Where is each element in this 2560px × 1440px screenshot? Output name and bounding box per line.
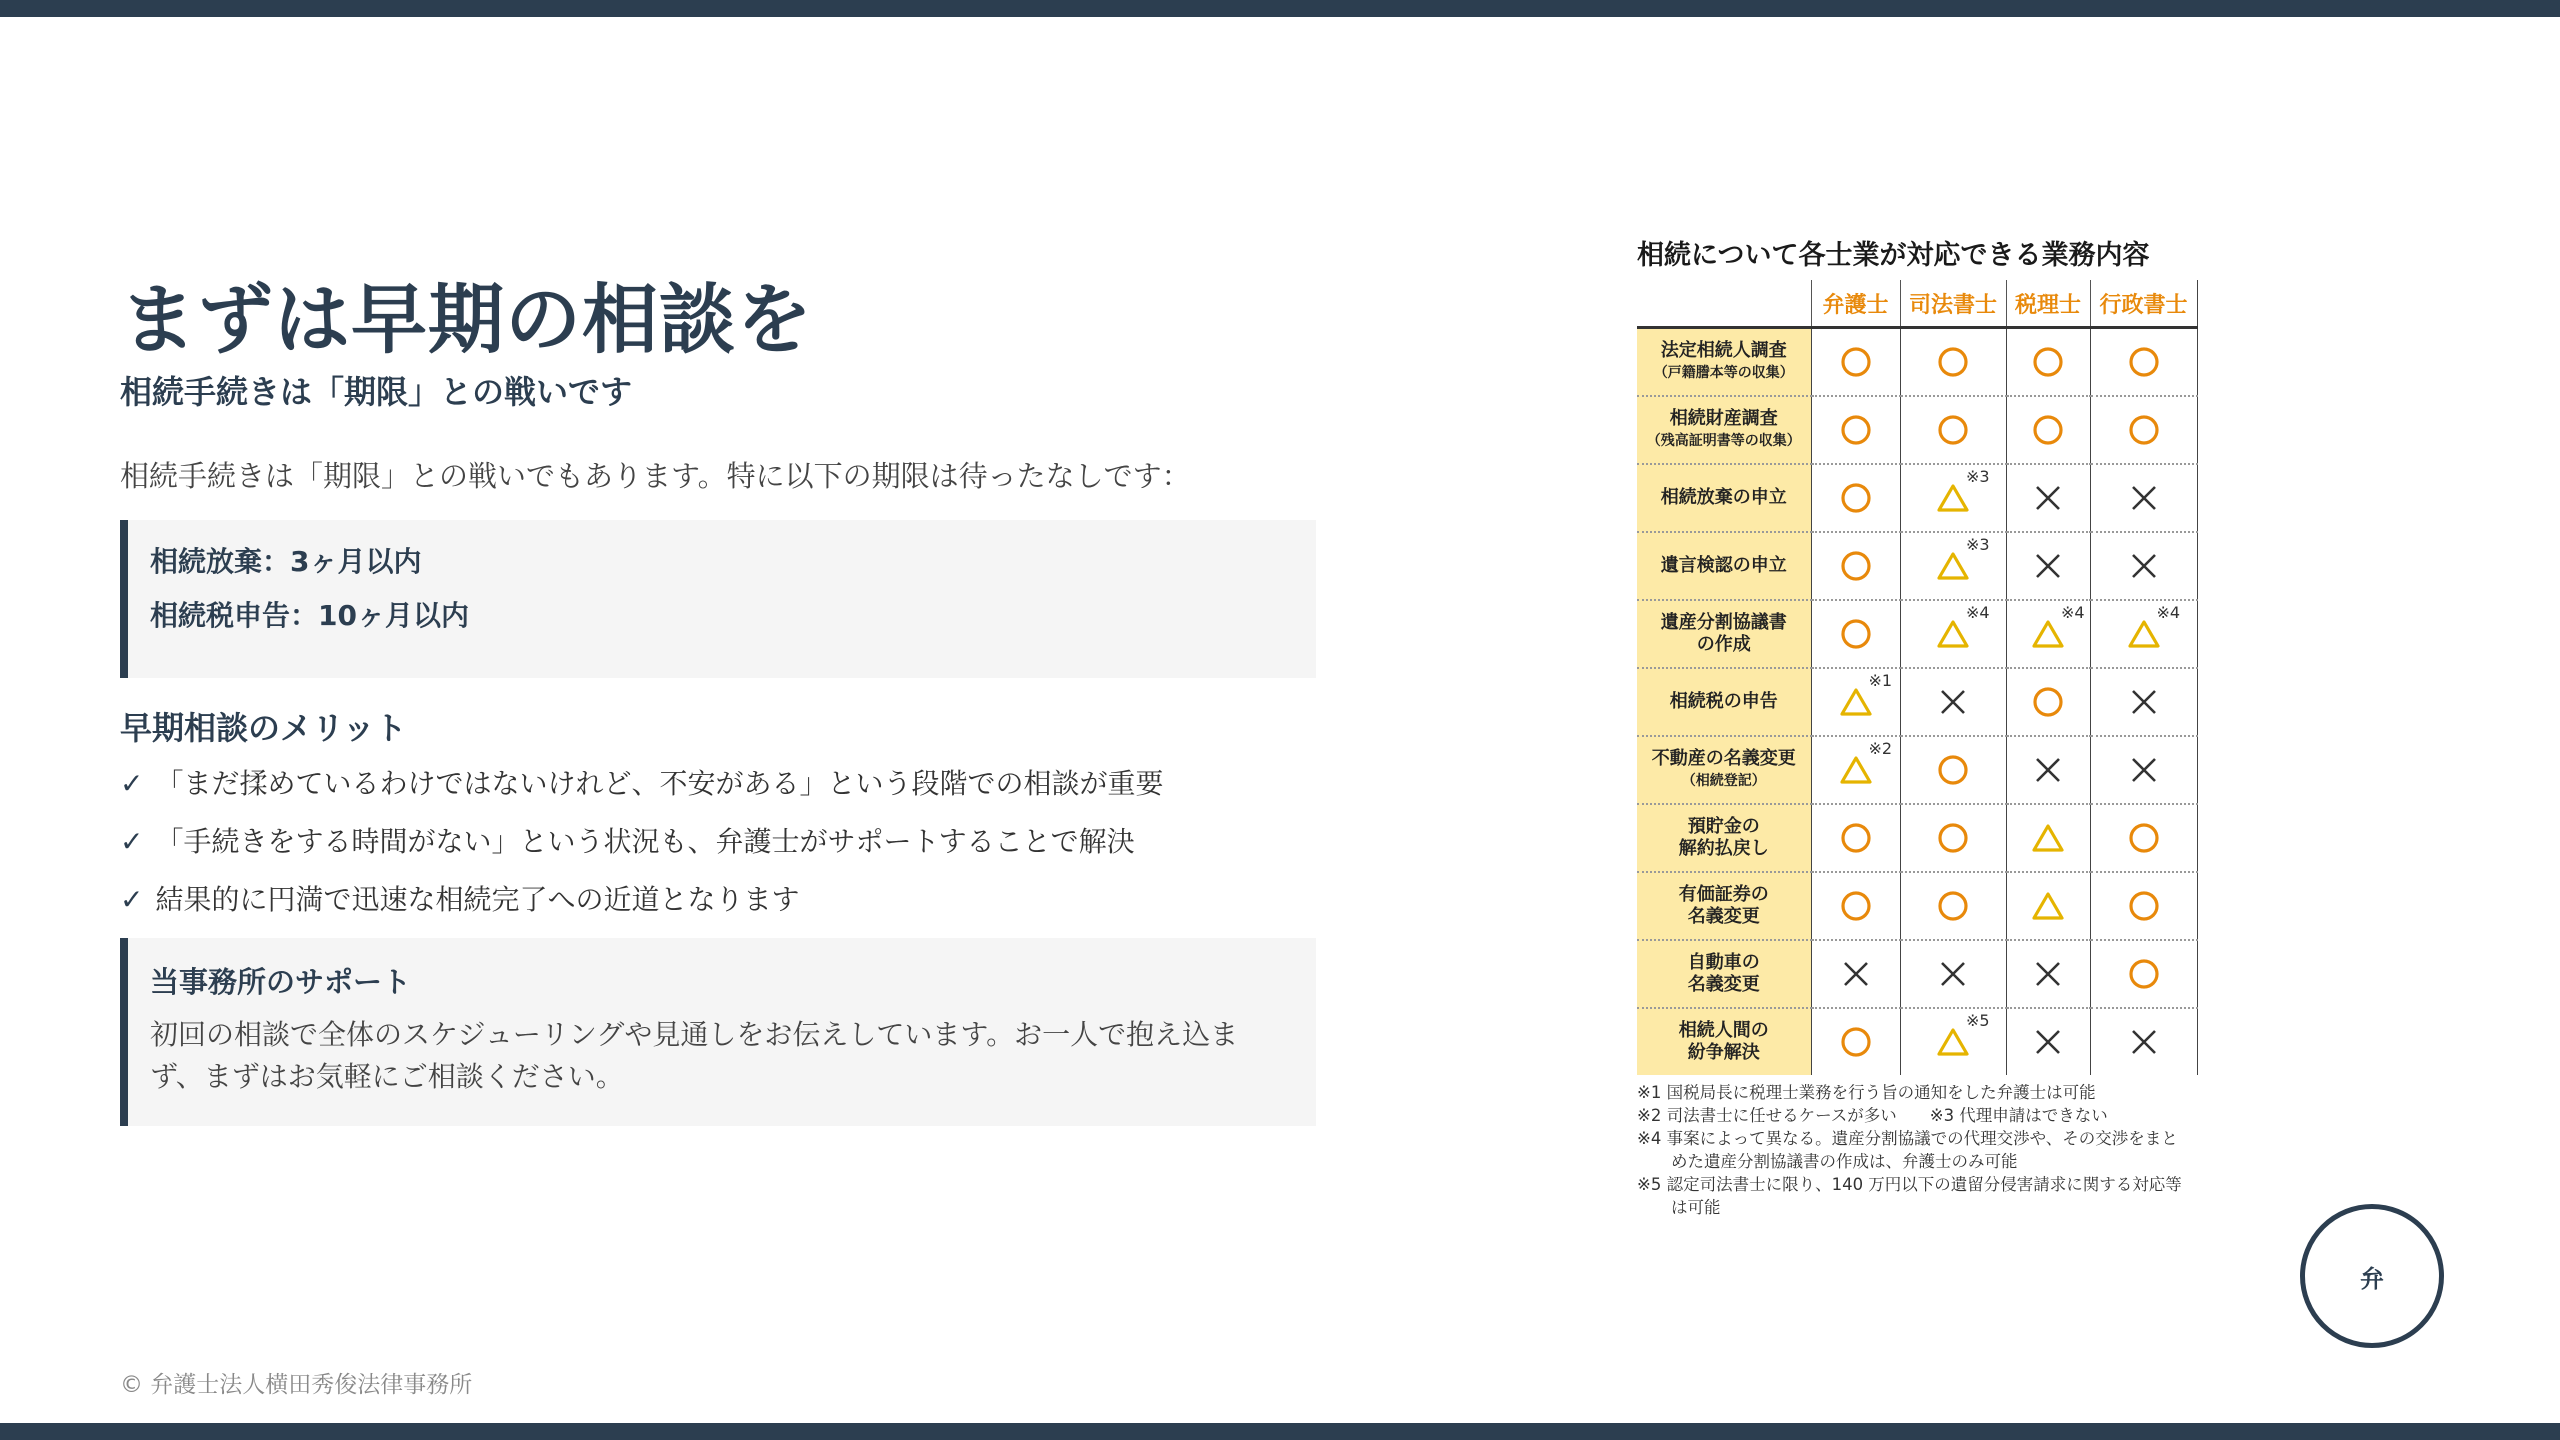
cross-icon bbox=[2127, 753, 2161, 787]
footnote: ※5 認定司法書士に限り、140 万円以下の遺留分侵害請求に関する対応等 bbox=[1637, 1175, 2182, 1194]
merit-text: 「まだ揉めているわけではないけれど、不安がある」という段階での相談が重要 bbox=[155, 767, 1164, 800]
row-label-main: 有価証券の bbox=[1678, 884, 1769, 905]
table-cell bbox=[1900, 464, 2006, 532]
table-row bbox=[1637, 532, 2197, 600]
cross-icon bbox=[2127, 685, 2161, 719]
circle-icon bbox=[1936, 413, 1970, 447]
table-row bbox=[1637, 872, 2197, 940]
circle-icon bbox=[2127, 957, 2161, 991]
table-cell bbox=[2090, 1008, 2197, 1075]
table-cell bbox=[1811, 668, 1900, 736]
cross-icon bbox=[1936, 957, 1970, 991]
triangle-icon bbox=[2127, 603, 2181, 651]
cross-icon bbox=[2031, 957, 2065, 991]
copyright: © 弁護士法人横田秀俊法律事務所 bbox=[120, 1372, 473, 1398]
table-cell bbox=[1900, 668, 2006, 736]
table-cell bbox=[2006, 328, 2090, 397]
triangle-icon bbox=[1936, 1011, 1990, 1059]
page-subtitle: 相続手続きは「期限」との戦いです bbox=[120, 373, 633, 411]
support-body: 初回の相談で全体のスケジューリングや見通しをお伝えしています。お一人で抱え込まず、まずはお気軽にご相談ください。 bbox=[150, 1018, 1239, 1093]
footnote: ※2 司法書士に任せるケースが多い ※3 代理申請はできない bbox=[1637, 1106, 2108, 1125]
table-cell bbox=[1811, 1008, 1900, 1075]
circle-icon bbox=[1839, 889, 1873, 923]
main-content bbox=[120, 270, 1316, 1126]
table-row bbox=[1637, 736, 2197, 804]
circle-icon bbox=[1839, 617, 1873, 651]
corner-cell bbox=[1637, 280, 1811, 328]
footnote-marker: ※5 bbox=[1966, 1011, 1990, 1030]
row-label-sub: 名義変更 bbox=[1687, 974, 1760, 995]
circle-icon bbox=[1839, 821, 1873, 855]
table-cell bbox=[1811, 532, 1900, 600]
column-header: 司法書士 bbox=[1900, 280, 2006, 328]
table-cell bbox=[1900, 532, 2006, 600]
row-label-sub: 解約払戻し bbox=[1678, 838, 1769, 859]
intro-text: 相続手続きは「期限」との戦いでもあります。特に以下の期限は待ったなしです： bbox=[120, 459, 1191, 493]
footnote: ※1 国税局長に税理士業務を行う旨の通知をした弁護士は可能 bbox=[1637, 1083, 2096, 1102]
table-cell bbox=[1900, 804, 2006, 872]
table-cell bbox=[2090, 804, 2197, 872]
table-cell bbox=[2006, 872, 2090, 940]
column-header: 税理士 bbox=[2006, 280, 2090, 328]
services-comparison-chart bbox=[1637, 238, 2200, 1219]
circle-icon bbox=[1839, 345, 1873, 379]
table-cell bbox=[2090, 464, 2197, 532]
table-cell bbox=[2006, 464, 2090, 532]
circle-icon bbox=[1936, 753, 1970, 787]
row-label-sub: （残高証明書等の収集） bbox=[1646, 433, 1801, 449]
footnote-marker: ※4 bbox=[2156, 603, 2181, 622]
row-label-main: 相続財産調査 bbox=[1669, 408, 1778, 429]
table-cell bbox=[2006, 396, 2090, 464]
table-cell bbox=[1900, 1008, 2006, 1075]
chart-title: 相続について各士業が対応できる業務内容 bbox=[1637, 240, 2150, 271]
cross-icon bbox=[2127, 1025, 2161, 1059]
table-row bbox=[1637, 1008, 2197, 1075]
cross-icon bbox=[2031, 549, 2065, 583]
table-cell bbox=[2006, 532, 2090, 600]
table-cell bbox=[1900, 736, 2006, 804]
row-label-main: 相続人間の bbox=[1678, 1020, 1769, 1041]
logo-badge: 弁 bbox=[2300, 1204, 2444, 1348]
triangle-icon bbox=[1936, 535, 1990, 583]
row-label-sub: （相続登記） bbox=[1681, 773, 1766, 789]
row-label bbox=[1637, 328, 1811, 397]
row-label-sub: 紛争解決 bbox=[1687, 1042, 1760, 1063]
services-table bbox=[1637, 280, 2198, 1075]
row-label-main: 自動車の bbox=[1687, 952, 1760, 973]
table-row bbox=[1637, 328, 2197, 397]
cross-icon bbox=[2031, 481, 2065, 515]
table-row bbox=[1637, 804, 2197, 872]
table-cell bbox=[1900, 940, 2006, 1008]
row-label bbox=[1637, 396, 1811, 464]
circle-icon bbox=[2031, 345, 2065, 379]
merit-text: 「手続きをする時間がない」という状況も、弁護士がサポートすることで解決 bbox=[155, 825, 1135, 858]
table-cell bbox=[1811, 736, 1900, 804]
row-label bbox=[1637, 464, 1811, 532]
footnote-marker: ※4 bbox=[2061, 603, 2085, 622]
row-label-main: 相続税の申告 bbox=[1669, 691, 1778, 712]
circle-icon bbox=[1839, 549, 1873, 583]
table-row bbox=[1637, 668, 2197, 736]
row-label-sub: （戸籍謄本等の収集） bbox=[1653, 365, 1794, 381]
table-cell bbox=[2090, 872, 2197, 940]
circle-icon bbox=[1839, 481, 1873, 515]
table-header-row bbox=[1637, 280, 2197, 328]
row-label bbox=[1637, 532, 1811, 600]
deadline-item: 相続放棄：3ヶ月以内 bbox=[150, 545, 422, 578]
triangle-icon bbox=[2031, 889, 2065, 923]
table-cell bbox=[2006, 736, 2090, 804]
table-cell bbox=[1900, 396, 2006, 464]
footnote-marker: ※2 bbox=[1868, 739, 1893, 758]
row-label-main: 相続放棄の申立 bbox=[1660, 487, 1787, 508]
table-row bbox=[1637, 464, 2197, 532]
table-cell bbox=[2090, 396, 2197, 464]
merits-list bbox=[120, 764, 1316, 920]
circle-icon bbox=[1936, 345, 1970, 379]
check-icon: ✓ bbox=[120, 825, 144, 858]
row-label bbox=[1637, 736, 1811, 804]
row-label-main: 法定相続人調査 bbox=[1660, 340, 1787, 361]
circle-icon bbox=[1839, 413, 1873, 447]
table-cell bbox=[2006, 940, 2090, 1008]
triangle-icon bbox=[1936, 603, 1990, 651]
footnote: ※4 事案によって異なる。遺産分割協議での代理交渉や、その交渉をまと bbox=[1637, 1129, 2178, 1148]
list-item bbox=[120, 880, 1316, 920]
row-label bbox=[1637, 872, 1811, 940]
table-cell bbox=[1811, 396, 1900, 464]
triangle-icon bbox=[1936, 467, 1990, 515]
footnote-continued: めた遺産分割協議書の作成は、弁護士のみ可能 bbox=[1671, 1152, 2018, 1171]
table-cell bbox=[2006, 1008, 2090, 1075]
table-cell bbox=[2090, 600, 2197, 668]
page-title: まずは早期の相談を bbox=[120, 275, 813, 364]
row-label-main: 遺言検認の申立 bbox=[1660, 555, 1787, 576]
table-row bbox=[1637, 600, 2197, 668]
row-label bbox=[1637, 668, 1811, 736]
cross-icon bbox=[2031, 753, 2065, 787]
row-label bbox=[1637, 940, 1811, 1008]
triangle-icon bbox=[1839, 671, 1893, 719]
table-cell bbox=[1811, 872, 1900, 940]
circle-icon bbox=[2127, 821, 2161, 855]
circle-icon bbox=[2127, 413, 2161, 447]
circle-icon bbox=[2127, 345, 2161, 379]
table-cell bbox=[1900, 600, 2006, 668]
circle-icon bbox=[1839, 1025, 1873, 1059]
list-item bbox=[120, 822, 1316, 862]
table-cell bbox=[1811, 600, 1900, 668]
table-cell bbox=[1900, 328, 2006, 397]
table-row bbox=[1637, 396, 2197, 464]
row-label-sub: の作成 bbox=[1696, 634, 1751, 655]
circle-icon bbox=[1936, 889, 1970, 923]
deadline-box bbox=[120, 520, 1316, 678]
circle-icon bbox=[2031, 685, 2065, 719]
table-cell bbox=[2090, 328, 2197, 397]
support-title: 当事務所のサポート bbox=[150, 965, 412, 999]
bottom-bar bbox=[0, 1423, 2560, 1440]
top-bar bbox=[0, 0, 2560, 17]
footnote-marker: ※1 bbox=[1868, 671, 1893, 690]
cross-icon bbox=[1936, 685, 1970, 719]
table-cell bbox=[2006, 600, 2090, 668]
table-cell bbox=[1811, 328, 1900, 397]
table-cell bbox=[2006, 804, 2090, 872]
list-item bbox=[120, 764, 1316, 804]
cross-icon bbox=[2127, 549, 2161, 583]
triangle-icon bbox=[2031, 603, 2085, 651]
row-label-sub: 名義変更 bbox=[1687, 906, 1760, 927]
table-cell bbox=[2090, 668, 2197, 736]
column-header: 行政書士 bbox=[2090, 280, 2197, 328]
circle-icon bbox=[2031, 413, 2065, 447]
row-label-main: 遺産分割協議書 bbox=[1660, 612, 1787, 633]
check-icon: ✓ bbox=[120, 767, 144, 800]
cross-icon bbox=[1839, 957, 1873, 991]
footnote-marker: ※3 bbox=[1966, 535, 1990, 554]
triangle-icon bbox=[2031, 821, 2065, 855]
row-label bbox=[1637, 1008, 1811, 1075]
footnotes bbox=[1637, 1081, 2200, 1219]
merit-text: 結果的に円満で迅速な相続完了への近道となります bbox=[155, 883, 800, 916]
table-cell bbox=[1900, 872, 2006, 940]
check-icon: ✓ bbox=[120, 883, 144, 916]
cross-icon bbox=[2127, 481, 2161, 515]
row-label-main: 不動産の名義変更 bbox=[1651, 748, 1796, 769]
table-cell bbox=[2090, 736, 2197, 804]
table-cell bbox=[2090, 532, 2197, 600]
footnote-continued: は可能 bbox=[1671, 1198, 1721, 1217]
footnote-marker: ※4 bbox=[1966, 603, 1990, 622]
row-label bbox=[1637, 600, 1811, 668]
deadline-item: 相続税申告：10ヶ月以内 bbox=[150, 599, 469, 632]
triangle-icon bbox=[1839, 739, 1893, 787]
merits-heading: 早期相談のメリット bbox=[120, 709, 407, 747]
footnote-marker: ※3 bbox=[1966, 467, 1990, 486]
table-cell bbox=[1811, 464, 1900, 532]
circle-icon bbox=[1936, 821, 1970, 855]
table-cell bbox=[1811, 804, 1900, 872]
cross-icon bbox=[2031, 1025, 2065, 1059]
row-label-main: 預貯金の bbox=[1687, 816, 1760, 837]
column-header: 弁護士 bbox=[1811, 280, 1900, 328]
row-label bbox=[1637, 804, 1811, 872]
table-cell bbox=[2006, 668, 2090, 736]
table-cell bbox=[2090, 940, 2197, 1008]
support-box bbox=[120, 938, 1316, 1126]
table-row bbox=[1637, 940, 2197, 1008]
table-cell bbox=[1811, 940, 1900, 1008]
circle-icon bbox=[2127, 889, 2161, 923]
